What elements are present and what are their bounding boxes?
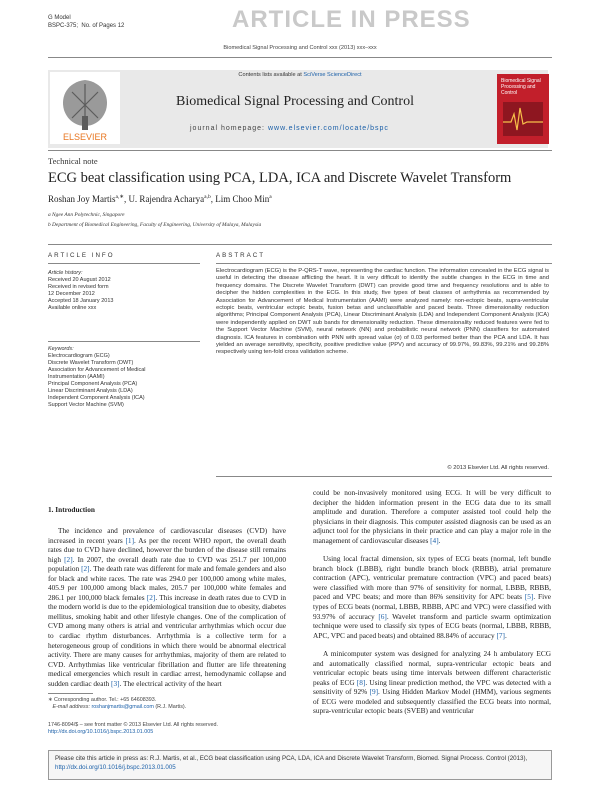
history-line: Available online xxx [48, 305, 97, 311]
header-divider [48, 57, 552, 58]
elsevier-tree-logo [50, 72, 120, 144]
journal-citation: Biomedical Signal Processing and Control xxx (2013) xxx–xxx [223, 45, 377, 51]
author-email-link[interactable]: roshanjmartis@gmail.com [91, 704, 154, 710]
abstract-label: ABSTRACT [216, 252, 266, 259]
citation-ref-link[interactable]: [2] [81, 564, 90, 574]
author-affil-marker: a,b [204, 194, 211, 200]
intro-paragraph-2 [313, 554, 551, 640]
section-heading-introduction: 1. Introduction [48, 505, 95, 514]
history-line: Accepted 18 January 2013 [48, 298, 114, 304]
keywords-label: Keywords: [48, 346, 74, 352]
keyword: Association for Advancement of Medical [48, 367, 146, 373]
page-count: No. of Pages 12 [81, 23, 125, 29]
journal-homepage [190, 125, 389, 132]
cover-title: Biomedical Signal Processing and Control [501, 78, 541, 96]
footnote-divider [48, 693, 93, 694]
journal-homepage-link[interactable]: www.elsevier.com/locate/bspc [267, 125, 389, 132]
keyword: Electrocardiogram (ECG) [48, 353, 110, 359]
author-name[interactable]: Lim Choo Min [215, 194, 270, 204]
journal-title: Biomedical Signal Processing and Control [176, 94, 414, 109]
email-suffix: (R.J. Martis). [155, 704, 187, 710]
keyword: Discrete Wavelet Transform (DWT) [48, 360, 134, 366]
body-text: . Using Hidden Markov Model (HMM), various segments of ECG were modeled and subsequently classified the ECG beats into normal, supra-ventricular ectopic beats (SVEB) and ventricular [313, 687, 551, 716]
keyword: Linear Discriminant Analysis (LDA) [48, 388, 133, 394]
affiliation-a: a Ngee Ann Polytechnic, Singapore [48, 212, 125, 218]
citation-ref-link[interactable]: [5] [524, 592, 534, 602]
body-text: . [504, 630, 507, 640]
author-name[interactable]: Roshan Joy Martis [48, 194, 116, 204]
body-text: A minicomputer system was designed for analyzing 24 h ambulatory ECG and automatically classified normal, supra-ventricular ectopic beats and ventricular ectopic beats using time intervals between different characteristic peaks of ECG [313, 649, 551, 687]
citation-ref-link[interactable]: [3] [111, 678, 120, 688]
issn-block [48, 722, 218, 736]
affiliation-b: b Department of Biomedical Engineering, Faculty of Engineering, University of Malaya, Malaysia [48, 222, 262, 228]
author-name[interactable]: U. Rajendra Acharya [128, 194, 205, 204]
body-column-right [313, 488, 551, 716]
body-text: . As per the recent WHO report, the overall death rates due to CVD have declined, however the burden of the disease still remains high [48, 535, 286, 564]
abstract-copyright: © 2013 Elsevier Ltd. All rights reserved. [447, 465, 549, 471]
keyword: Support Vector Machine (SVM) [48, 402, 124, 408]
history-divider [48, 341, 200, 342]
body-text: could be non-invasively monitored using ECG. It will be very difficult to decipher the hidden information present in the ECG data due to its small amplitude and duration. Therefore a computer assisted tool could help the physicians in their diagnosis. This computer assisted diagnosis can be used as an adjunct tool for the physicians in their practice and can play a major role in the management of cardiovascular diseases [313, 488, 551, 545]
gmodel-info [48, 14, 124, 30]
corresponding-author-note [48, 697, 186, 711]
history-line: Received in revised form [48, 284, 109, 290]
citation-text: Please cite this article in press as: R.J. Martis, et al., ECG beat classification using PCA, LDA, ICA and Discrete Wavelet Transform, Biomed. Signal Process. Control (2013), [55, 755, 528, 762]
history-label: Article history: [48, 270, 83, 276]
history-line: 12 December 2012 [48, 291, 95, 297]
citation-ref-link[interactable]: [2] [64, 554, 73, 564]
sciencedirect-link[interactable]: SciVerse ScienceDirect [303, 72, 362, 78]
intro-paragraph-continued [313, 488, 551, 545]
body-text: . The electrical activity of the heart [119, 678, 222, 688]
article-in-press-banner: ARTICLE IN PRESS [232, 6, 471, 33]
journal-header-divider [48, 150, 552, 151]
corresponding-author: ∗ Corresponding author. Tel.: +65 64608393. [48, 697, 157, 703]
abstract-label-divider [216, 263, 552, 264]
body-text: . [438, 535, 441, 545]
title-divider [48, 244, 552, 245]
article-history [48, 270, 198, 312]
body-text: . In 2007, the overall death rate due to CVD was 251.7 per 100,000 population [48, 554, 286, 574]
citation-ref-link[interactable]: [8] [356, 677, 366, 687]
email-label: E-mail address: [52, 704, 90, 710]
abstract-bottom-divider [216, 476, 552, 477]
citation-ref-link[interactable]: [6] [378, 611, 387, 621]
homepage-prefix: journal homepage: [190, 125, 265, 132]
author-list: Roshan Joy Martis$^{a,∗}$, U. Rajendra Acharya$^{a,b}$, Lim Choo Min$^a$ [48, 194, 272, 204]
body-text: . Five types of ECG beats (normal, LBBB, RBBB, APC and VPC) were classified with 93.97% of accuracy [313, 592, 551, 621]
gmodel-label: G Model [48, 15, 71, 21]
author-affil-marker: a,∗ [115, 194, 124, 200]
author-affil-marker: a [269, 194, 272, 200]
keyword: Instrumentation (AAMI) [48, 374, 105, 380]
cover-waveform-icon [503, 102, 543, 136]
intro-paragraph-1 [48, 526, 286, 688]
keyword: Principal Component Analysis (PCA) [48, 381, 138, 387]
body-text: . Wavelet transform and particle swarm optimization technique were used to classify six types of ECG beats (normal, LBBB, RBBB, APC, VPC and paced beats) and obtained 88.84% of accuracy [313, 611, 551, 640]
keywords [48, 346, 198, 409]
body-text: . The death rate was different for male and female genders and also for black and white races. The rate was 294.0 per 100,000 among white males, 405.9 per 100,000 among black males, 205.7 per 100,000 white females and 286.1 per 100,000 black females [48, 564, 286, 602]
article-info-label: ARTICLE INFO [48, 252, 115, 259]
body-column-left [48, 526, 286, 688]
intro-paragraph-3 [313, 649, 551, 716]
body-text: The incidence and prevalence of cardiovascular diseases (CVD) have increased in recent years [48, 526, 286, 545]
info-label-divider [48, 263, 200, 264]
journal-cover [497, 74, 549, 144]
issn-line: 1746-8094/$ – see front matter © 2013 Elsevier Ltd. All rights reserved. [48, 722, 218, 728]
abstract-text: Electrocardiogram (ECG) is the P-QRS-T wave, representing the cardiac function. The information concealed in the ECG signal is useful in detecting the disease afflicting the heart. It is very difficult to identify the subtle changes in the ECG in time and frequency domains. The Discrete Wavelet Transform (DWT) can provide good time and frequency resolutions and is able to decipher the hidden complexities in the ECG. In this study, five types of beat classes of arrhythmia as recommended by Association for Advancement of Medical Instrumentation (AAMI) were analyzed namely: non-ectopic beats, supra-ventricular ectopic beats, ventricular ectopic beats, fusion betas and unclassifiable and paced beats. Three dimensionality reduction algorithms; Principal Component Analysis (PCA), Linear Discriminant Analysis (LDA) and Independent Component Analysis (ICA) were independently applied on DWT sub bands for dimensionality reduction. These dimensionality reduced features were fed to the Support Vector Machine (SVM), neural network (NN) and probabilistic neural network (PNN) classifiers for automated diagnosis. ICA features in combination with PNN with spread value (σ) of 0.03 performed better than the PCA and LDA. It has yielded an average sensitivity, specificity, positive predictive value (PPV) and accuracy of 99.97%, 99.83%, 99.21% and 99.28% respectively using ten-fold cross validation scheme. [216, 268, 549, 356]
bspc-ref: BSPC-375; [48, 23, 79, 29]
body-text: . This increase in death rates due to CVD in the modern world is due to the epidemiological transition due to obesity, diabetes mellitus, smoking habit and other lifestyle changes. One of the complication of CVD among many others is atrial and ventricular arrhythmias which occur due to cardiac rhythm disturbances. Arrhythmia is a collective term for a heterogeneous group of conditions in which there would be abnormal electrical activity. There are many causes for arrhythmias, majority of them are related to CVD. Arrhythmias like ventricular fibrillation and flutter are life threatening medical emergencies which result in cardiac arrest, hemodynamic collapse and sudden cardiac death [48, 592, 287, 688]
article-title: ECG beat classification using PCA, LDA, ICA and Discrete Wavelet Transform [48, 170, 512, 186]
keyword: Independent Component Analysis (ICA) [48, 395, 145, 401]
body-text: . Using linear prediction method, the VPC was detected with a sensitivity of 92% [313, 677, 551, 697]
article-type: Technical note [48, 156, 98, 166]
contents-prefix: Contents lists available at [238, 72, 302, 78]
citation-ref-link[interactable]: [7] [496, 630, 505, 640]
citation-ref-link[interactable]: [9] [369, 687, 379, 697]
citation-box [48, 750, 552, 780]
history-line: Received 20 August 2012 [48, 277, 111, 283]
article-doi-link[interactable]: http://dx.doi.org/10.1016/j.bspc.2013.01.005 [48, 729, 154, 735]
citation-ref-link[interactable]: [1] [125, 535, 135, 545]
citation-ref-link[interactable]: [4] [430, 535, 439, 545]
citation-doi-link[interactable]: http://dx.doi.org/10.1016/j.bspc.2013.01.005 [55, 763, 176, 771]
citation-ref-link[interactable]: [2] [146, 592, 156, 602]
elsevier-wordmark: ELSEVIER [62, 132, 108, 142]
body-text: Using local fractal dimension, six types of ECG beats (normal, left bundle branch block (LBBB), right bundle branch block (RBBB), atrial premature contraction (APC), ventricular premature contraction (VPC) and paced beats) were classified with more than 97% of sensitivity for normal, LBBB, RBBB, paced and VPC beats; and more than 86% sensitivity for APC beats [313, 554, 551, 602]
